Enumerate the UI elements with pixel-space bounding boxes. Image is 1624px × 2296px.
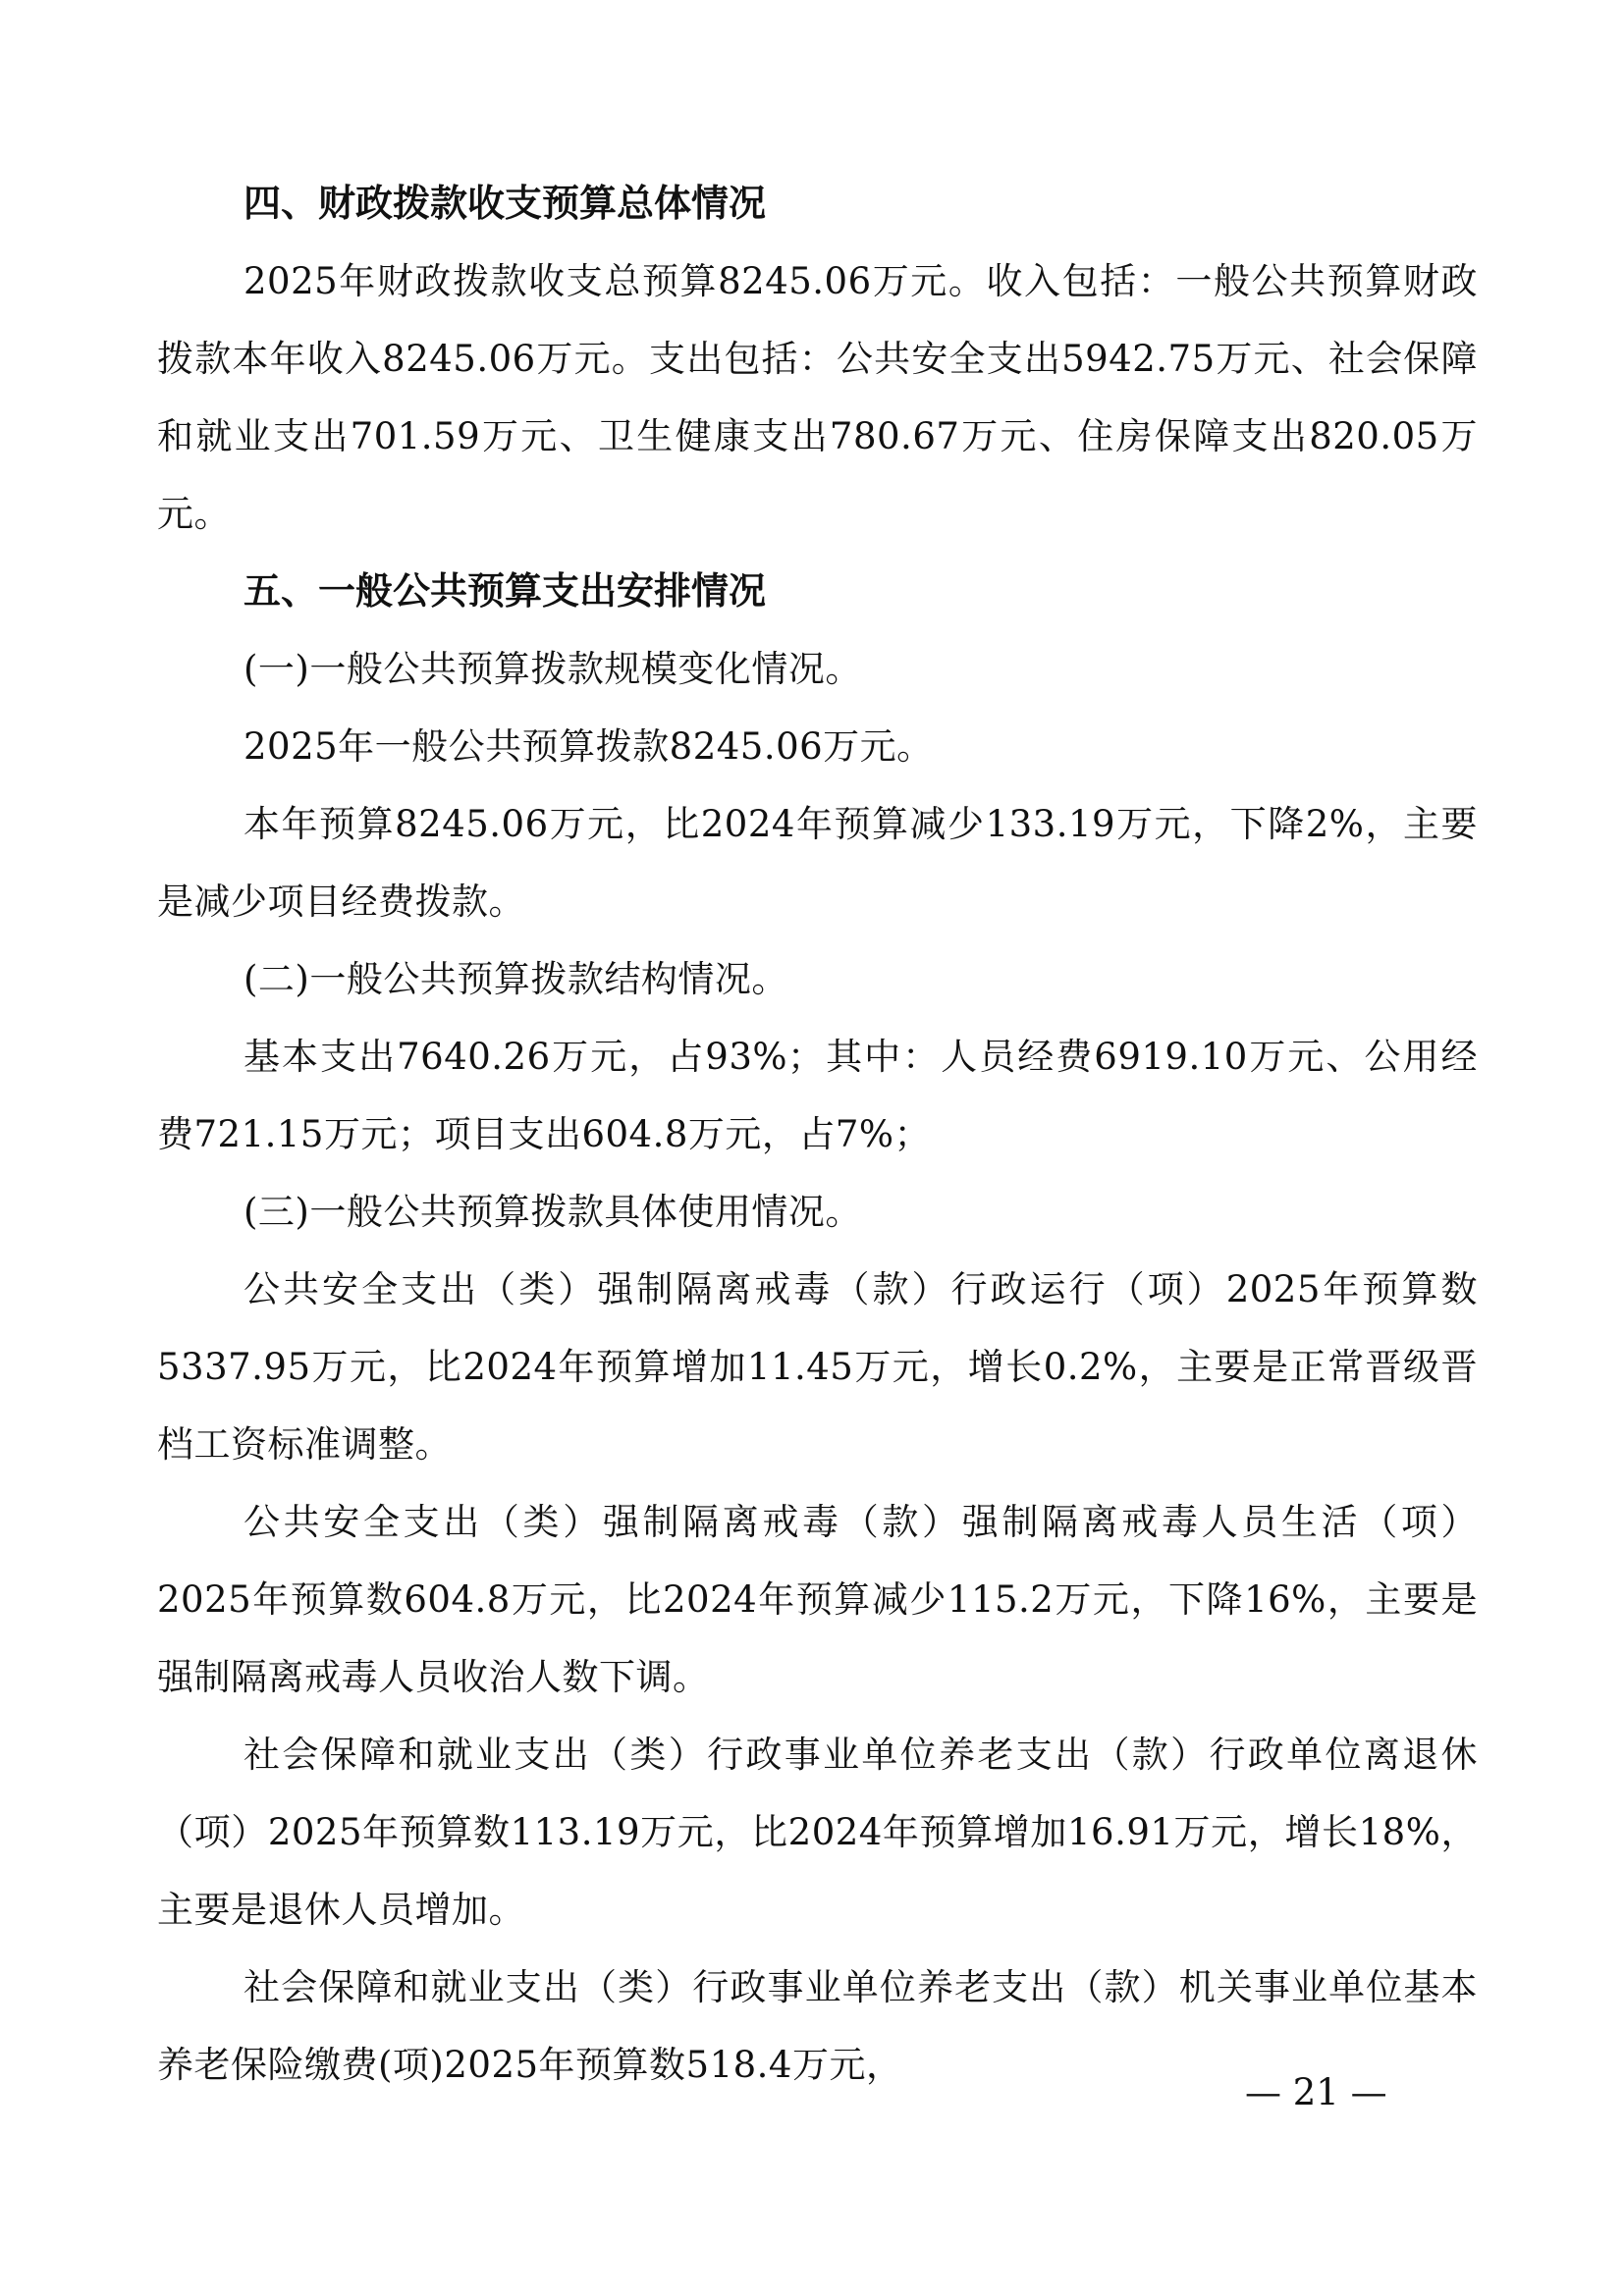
paragraph-usage-heading: (三)一般公共预算拨款具体使用情况。 xyxy=(244,1191,862,1233)
paragraph-structure-detail: 基本支出7640.26万元，占93%；其中：人员经费6919.10万元、公用经费721.15万元；项目支出604.8万元，占7%； xyxy=(157,1036,1478,1155)
paragraph-overall-budget: 2025年财政拨款收支总预算8245.06万元。收入包括：一般公共预算财政拨款本年收入8245.06万元。支出包括：公共安全支出5942.75万元、社会保障和就业支出701.59万元、卫生健康支出780.67万元、住房保障支出820.05万元。 xyxy=(157,260,1478,535)
page-number: — 21 — xyxy=(1245,2071,1387,2113)
section-heading-overall: 四、财政拨款收支预算总体情况 xyxy=(244,182,767,225)
paragraph-scale-change: 本年预算8245.06万元，比2024年预算减少133.19万元，下降2%，主要是减少项目经费拨款。 xyxy=(157,803,1478,923)
paragraph-usage-pension: 社会保障和就业支出（类）行政事业单位养老支出（款）机关事业单位基本养老保险缴费(项)2025年预算数518.4万元， xyxy=(157,1966,1478,2086)
paragraph-structure-heading: (二)一般公共预算拨款结构情况。 xyxy=(244,958,788,1000)
paragraph-usage-retirement: 社会保障和就业支出（类）行政事业单位养老支出（款）行政单位离退休（项）2025年预算数113.19万元，比2024年预算增加16.91万元，增长18%，主要是退休人员增加。 xyxy=(157,1734,1478,1931)
paragraph-usage-living: 公共安全支出（类）强制隔离戒毒（款）强制隔离戒毒人员生活（项）2025年预算数604.8万元，比2024年预算减少115.2万元，下降16%，主要是强制隔离戒毒人员收治人数下调。 xyxy=(157,1501,1478,1698)
section-heading-general-budget: 五、一般公共预算支出安排情况 xyxy=(244,569,767,613)
paragraph-usage-admin: 公共安全支出（类）强制隔离戒毒（款）行政运行（项）2025年预算数5337.95万元，比2024年预算增加11.45万元，增长0.2%，主要是正常晋级晋档工资标准调整。 xyxy=(157,1268,1478,1466)
document-page xyxy=(157,165,1478,2104)
paragraph-scale-heading: (一)一般公共预算拨款规模变化情况。 xyxy=(244,648,862,690)
paragraph-scale-total: 2025年一般公共预算拨款8245.06万元。 xyxy=(244,725,934,768)
